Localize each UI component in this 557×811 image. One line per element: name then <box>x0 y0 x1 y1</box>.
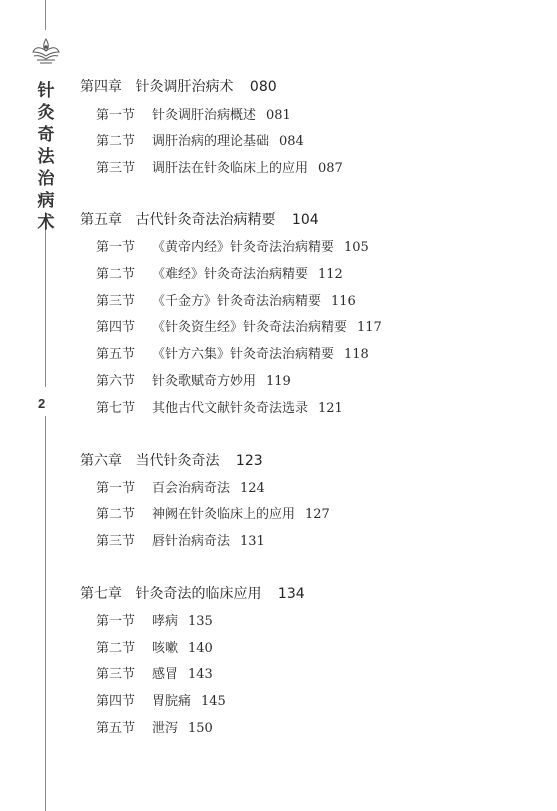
section-entry <box>96 236 369 255</box>
section-label: 第五节 <box>96 347 136 362</box>
section-page: 119 <box>266 374 291 389</box>
section-page: 124 <box>240 481 265 496</box>
chapter-page: 134 <box>277 586 305 602</box>
section-entry <box>96 717 213 736</box>
section-entry <box>96 637 213 656</box>
section-title: 《千金方》针灸奇法治病精要 <box>152 294 322 309</box>
chapter-entry <box>80 583 305 603</box>
chapter-label: 第五章 <box>80 212 122 228</box>
section-title: 调肝治病的理论基础 <box>152 134 270 149</box>
book-title-char: 病 <box>37 191 55 211</box>
section-label: 第一节 <box>96 108 136 123</box>
section-entry <box>96 370 291 389</box>
section-title: 《针方六集》针灸奇法治病精要 <box>152 347 335 362</box>
section-entry <box>96 130 304 149</box>
section-title: 百会治病奇法 <box>152 481 231 496</box>
section-label: 第七节 <box>96 401 136 416</box>
section-label: 第一节 <box>96 240 136 255</box>
section-page: 116 <box>331 294 356 309</box>
chapter-entry <box>80 209 319 229</box>
section-entry <box>96 690 226 709</box>
section-title: 《黄帝内经》针灸奇法治病精要 <box>152 240 335 255</box>
section-page: 150 <box>188 721 213 736</box>
section-page: 105 <box>344 240 369 255</box>
section-page: 118 <box>344 347 369 362</box>
chapter-title: 针灸调肝治病术 <box>135 79 234 95</box>
page-number: 2 <box>38 396 46 411</box>
section-title: 哮病 <box>152 614 179 629</box>
section-entry <box>96 316 382 335</box>
section-label: 第二节 <box>96 641 136 656</box>
lotus-ornament-icon <box>29 36 63 70</box>
section-label: 第六节 <box>96 374 136 389</box>
section-entry <box>96 530 265 549</box>
section-page: 145 <box>201 694 226 709</box>
section-entry <box>96 343 369 362</box>
section-title: 泄泻 <box>152 721 179 736</box>
section-title: 胃脘痛 <box>152 694 192 709</box>
book-title-char: 治 <box>37 169 55 189</box>
chapter-entry <box>80 76 277 96</box>
chapter-page: 123 <box>235 453 263 469</box>
section-entry <box>96 503 330 522</box>
section-page: 112 <box>318 267 343 282</box>
book-title-char: 法 <box>37 147 55 167</box>
chapter-title: 针灸奇法的临床应用 <box>135 586 262 602</box>
section-page: 143 <box>188 667 213 682</box>
section-entry <box>96 157 343 176</box>
section-title: 感冒 <box>152 667 179 682</box>
section-page: 081 <box>266 108 291 123</box>
section-entry <box>96 663 213 682</box>
section-entry <box>96 290 356 309</box>
section-title: 咳嗽 <box>152 641 179 656</box>
section-label: 第二节 <box>96 267 136 282</box>
section-page: 131 <box>240 534 265 549</box>
section-entry <box>96 477 265 496</box>
section-entry <box>96 263 343 282</box>
section-label: 第四节 <box>96 694 136 709</box>
section-title: 其他古代文献针灸奇法选录 <box>152 401 309 416</box>
book-title-char: 灸 <box>37 103 55 123</box>
chapter-page: 104 <box>291 212 319 228</box>
section-page: 140 <box>188 641 213 656</box>
chapter-entry <box>80 450 263 470</box>
chapter-label: 第六章 <box>80 453 122 469</box>
section-page: 087 <box>318 161 343 176</box>
section-title: 唇针治病奇法 <box>152 534 231 549</box>
section-entry <box>96 104 291 123</box>
section-page: 135 <box>188 614 213 629</box>
section-title: 神阙在针灸临床上的应用 <box>152 507 296 522</box>
section-page: 117 <box>357 320 382 335</box>
section-entry <box>96 397 343 416</box>
section-label: 第一节 <box>96 481 136 496</box>
section-title: 《难经》针灸奇法治病精要 <box>152 267 309 282</box>
section-title: 调肝法在针灸临床上的应用 <box>152 161 309 176</box>
section-label: 第三节 <box>96 667 136 682</box>
section-label: 第五节 <box>96 721 136 736</box>
margin-rule-middle <box>45 212 46 387</box>
section-page: 084 <box>279 134 304 149</box>
section-title: 针灸歌赋奇方妙用 <box>152 374 257 389</box>
section-label: 第二节 <box>96 134 136 149</box>
margin-rule-bottom <box>45 416 46 811</box>
chapter-label: 第七章 <box>80 586 122 602</box>
section-entry <box>96 610 213 629</box>
chapter-label: 第四章 <box>80 79 122 95</box>
section-label: 第四节 <box>96 320 136 335</box>
section-label: 第二节 <box>96 507 136 522</box>
chapter-page: 080 <box>249 79 277 95</box>
section-label: 第三节 <box>96 294 136 309</box>
section-page: 127 <box>305 507 330 522</box>
chapter-title: 当代针灸奇法 <box>135 453 220 469</box>
margin-rule-top <box>45 0 46 30</box>
section-page: 121 <box>318 401 343 416</box>
book-title-char: 针 <box>37 81 55 101</box>
chapter-title: 古代针灸奇法治病精要 <box>135 212 276 228</box>
book-title-char: 奇 <box>37 125 55 145</box>
book-title-char: 术 <box>37 213 55 233</box>
section-label: 第三节 <box>96 161 136 176</box>
section-title: 《针灸资生经》针灸奇法治病精要 <box>152 320 348 335</box>
book-title-vertical <box>35 80 57 234</box>
section-title: 针灸调肝治病概述 <box>152 108 257 123</box>
section-label: 第一节 <box>96 614 136 629</box>
section-label: 第三节 <box>96 534 136 549</box>
